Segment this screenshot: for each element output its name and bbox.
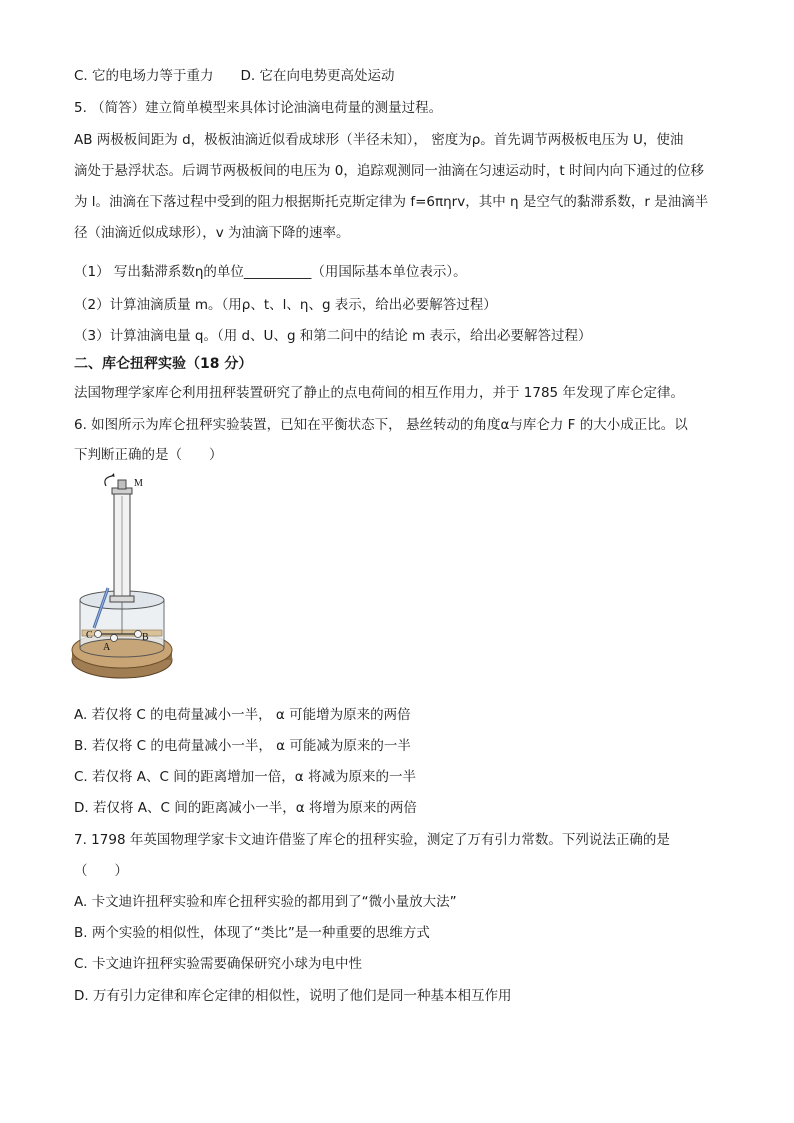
q7-option-b: B. 两个实验的相似性，体现了“类比”是一种重要的思维方式 xyxy=(74,925,430,941)
q5-para-line-3: 为 l。油滴在下落过程中受到的阻力根据斯托克斯定律为 f=6πηrv，其中 η 是空气的黏滞系数，r 是油滴半 xyxy=(74,194,709,210)
q6-option-a: A. 若仅将 C 的电荷量减小一半， α 可能增为原来的两倍 xyxy=(74,707,411,723)
q5-sub-3: （3）计算油滴电量 q。（用 d、U、g 和第二问中的结论 m 表示，给出必要解答过程） xyxy=(74,328,592,344)
section2-title: 二、库仑扭秤实验（18 分） xyxy=(74,356,253,372)
q6-option-c: C. 若仅将 A、C 间的距离增加一倍，α 将减为原来的一半 xyxy=(74,769,416,785)
q6-stem-line-2: 下判断正确的是（ ） xyxy=(74,447,223,463)
q7-option-a: A. 卡文迪许扭秤实验和库仑扭秤实验的都用到了“微小量放大法” xyxy=(74,894,457,910)
q5-sub-1: （1） 写出黏滞系数η的单位__________（用国际基本单位表示）。 xyxy=(74,264,467,280)
label-a: A xyxy=(103,642,111,653)
q5-sub-2: （2）计算油滴质量 m。（用ρ、t、l、η、g 表示，给出必要解答过程） xyxy=(74,297,497,313)
q7-stem-line-1: 7. 1798 年英国物理学家卡文迪许借鉴了库仑的扭秤实验，测定了万有引力常数。下列说法正确的是 xyxy=(74,832,670,848)
q7-option-d: D. 万有引力定律和库仑定律的相似性，说明了他们是同一种基本相互作用 xyxy=(74,988,512,1004)
label-m: M xyxy=(134,478,143,489)
q6-stem-line-1: 6. 如图所示为库仑扭秤实验装置，已知在平衡状态下， 悬丝转动的角度α与库仑力 F 的大小成正比。以 xyxy=(74,417,688,433)
q5-stem: 5. （简答）建立简单模型来具体讨论油滴电荷量的测量过程。 xyxy=(74,100,443,116)
torsion-balance-illustration xyxy=(70,472,180,694)
q4-options-cd: C. 它的电场力等于重力 D. 它在向电势更高处运动 xyxy=(74,68,395,84)
q5-para-line-2: 滴处于悬浮状态。后调节两极板间的电压为 0，追踪观测同一油滴在匀速运动时，t 时间内向下通过的位移 xyxy=(74,163,704,179)
label-c: C xyxy=(86,630,93,641)
label-b: B xyxy=(142,632,149,643)
q7-stem-line-2: （ ） xyxy=(74,863,128,879)
q5-para-line-1: AB 两极板间距为 d，极板油滴近似看成球形（半径未知）， 密度为ρ。首先调节两极板电压为 U，使油 xyxy=(74,132,684,148)
q5-para-line-4: 径（油滴近似成球形），v 为油滴下降的速率。 xyxy=(74,225,350,241)
q7-option-c: C. 卡文迪许扭秤实验需要确保研究小球为电中性 xyxy=(74,956,363,972)
q6-option-b: B. 若仅将 C 的电荷量减小一半， α 可能减为原来的一半 xyxy=(74,738,411,754)
q6-option-d: D. 若仅将 A、C 间的距离减小一半，α 将增为原来的两倍 xyxy=(74,800,417,816)
torsion-balance-figure xyxy=(70,472,180,694)
section2-intro: 法国物理学家库仑利用扭秤装置研究了静止的点电荷间的相互作用力，并于 1785 年发现了库仑定律。 xyxy=(74,385,684,401)
